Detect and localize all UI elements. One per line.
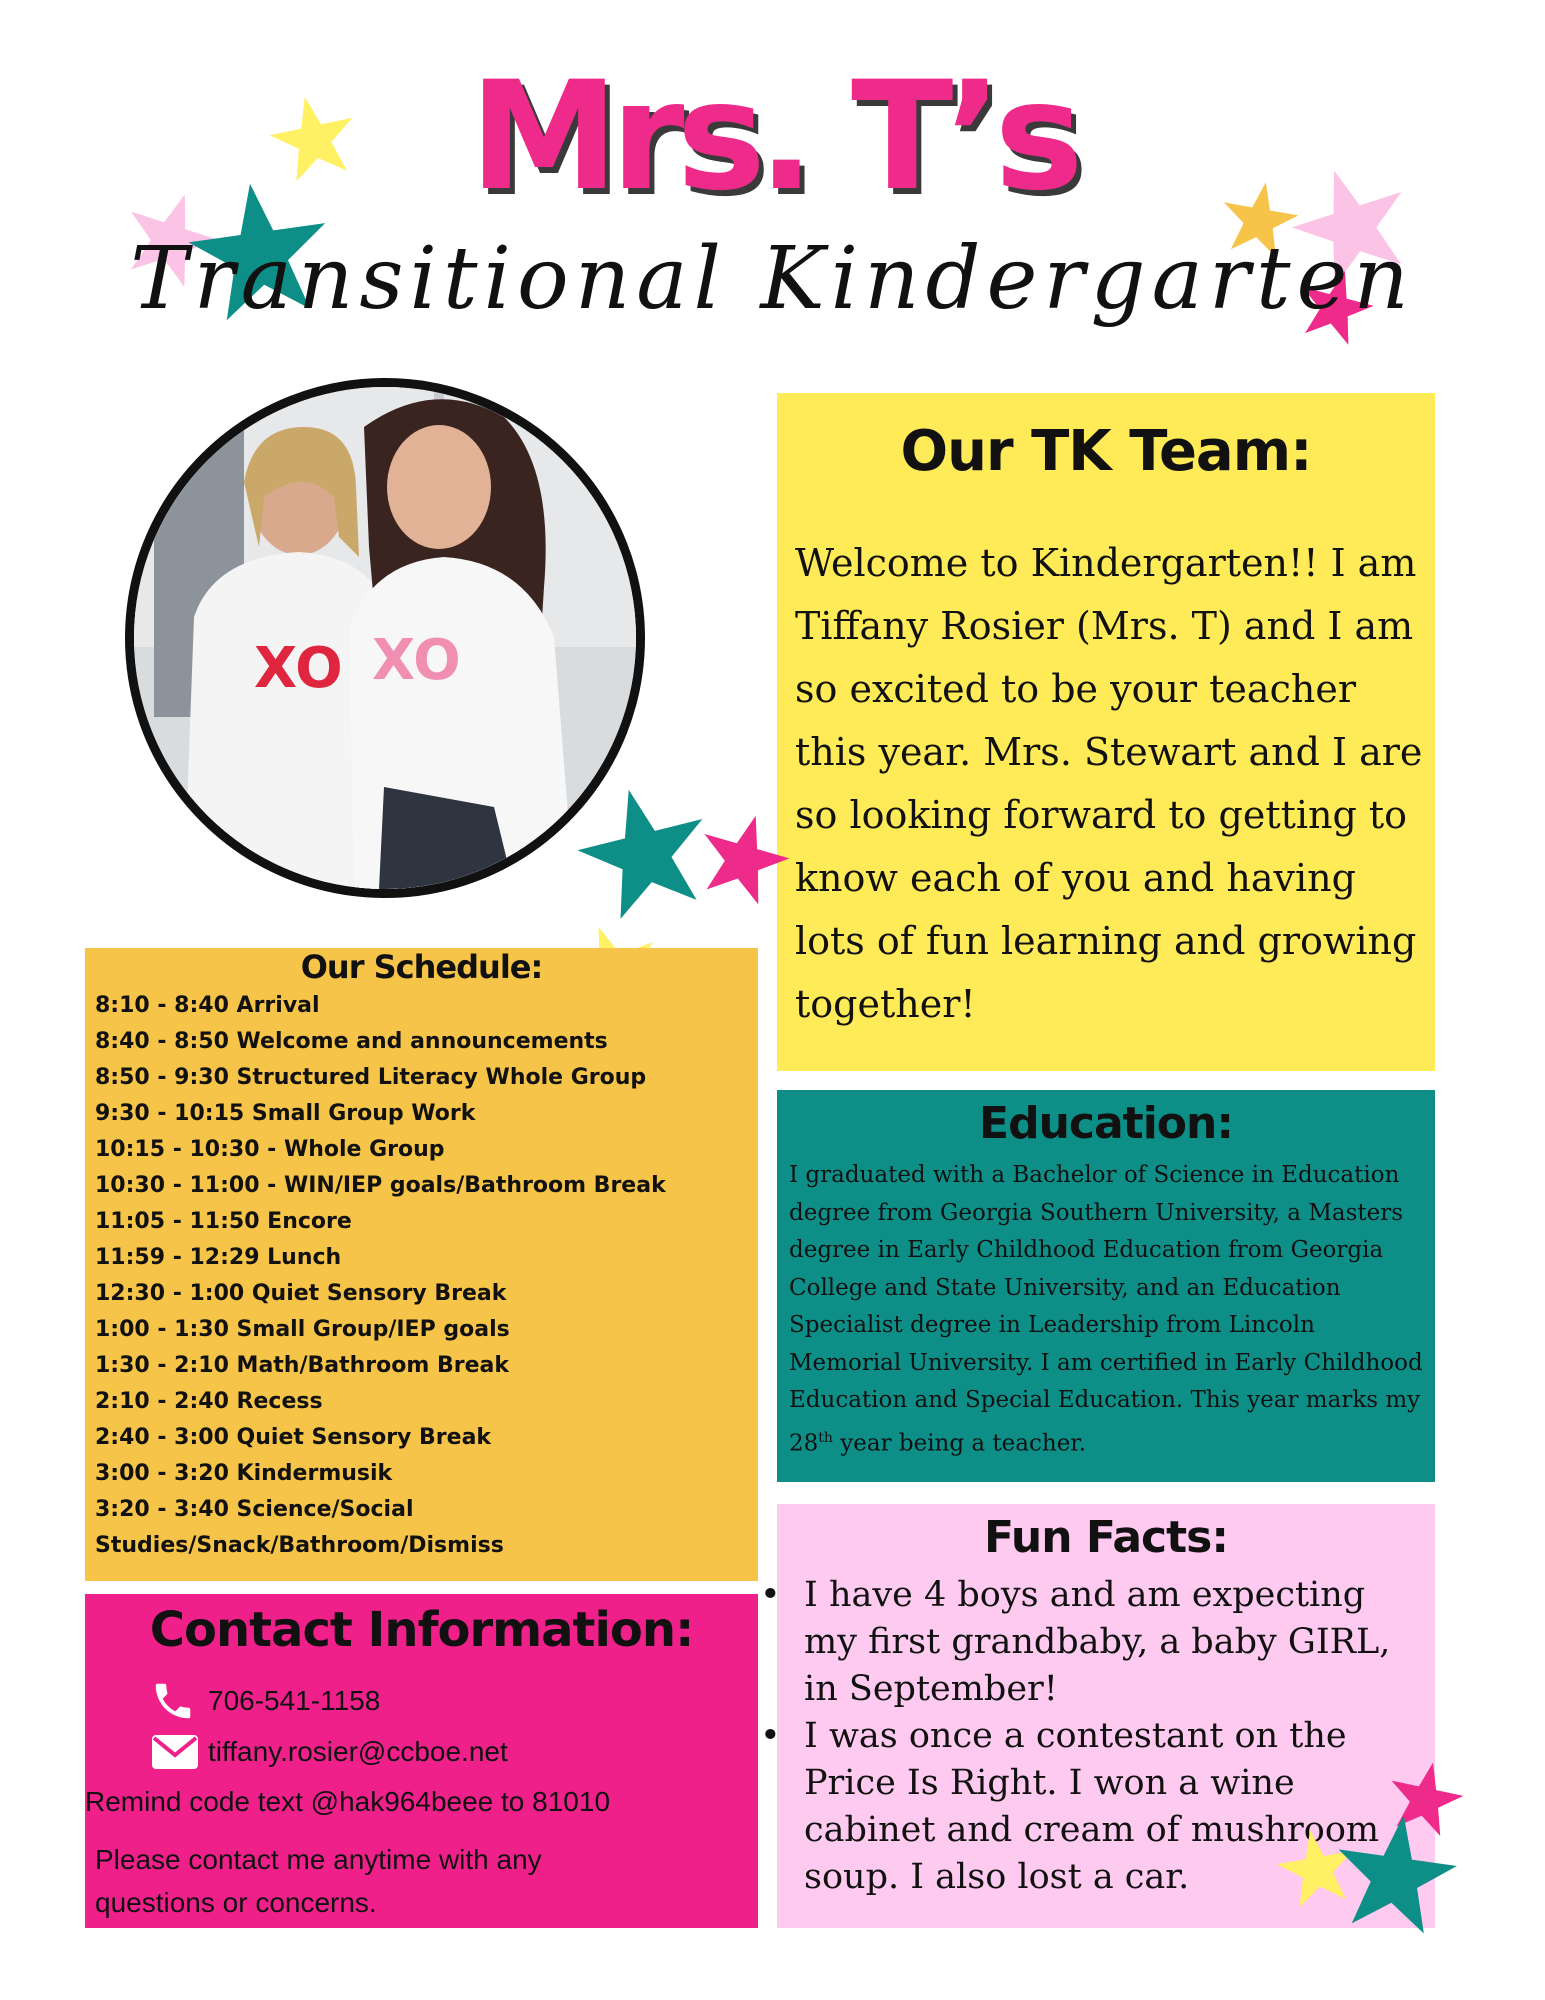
schedule-item: 1:30 - 2:10 Math/Bathroom Break xyxy=(95,1353,509,1378)
team-heading: Our TK Team: xyxy=(900,419,1312,484)
team-welcome-text: Welcome to Kindergarten!! I am Tiffany Rosier (Mrs. T) and I am so excited to be your teacher this year. Mrs. Stewart and I are so looking forward to getting to know each of you and having lots of fun learning and growing together! xyxy=(795,541,1423,1026)
schedule-item: 8:40 - 8:50 Welcome and announcements xyxy=(95,1029,608,1054)
schedule-item: 10:30 - 11:00 - WIN/IEP goals/Bathroom Break xyxy=(95,1173,666,1198)
schedule-item: 10:15 - 10:30 - Whole Group xyxy=(95,1137,445,1162)
phone-link[interactable]: 706-541-1158 xyxy=(208,1685,381,1716)
education-heading: Education: xyxy=(979,1098,1233,1149)
schedule-item: 2:10 - 2:40 Recess xyxy=(95,1389,323,1414)
schedule-item: 8:10 - 8:40 Arrival xyxy=(95,993,320,1018)
remind-code-text: Remind code text @hak964beee to 81010 xyxy=(85,1786,611,1817)
page-title: Mrs. T’s xyxy=(469,50,1076,224)
envelope-icon xyxy=(150,1729,208,1775)
schedule-item: 3:20 - 3:40 Science/Social Studies/Snack/Bathroom/Dismiss xyxy=(95,1497,504,1558)
fun-facts-heading: Fun Facts: xyxy=(984,1512,1228,1563)
education-text: I graduated with a Bachelor of Science in Education degree from Georgia Southern University, a Masters degree in Early Childhood Education from Georgia College and State University, and an Education Specialist degree in Leadership from Lincoln Memorial University. I am certified in Early Childhood Education and Special Education. This year marks my 28th year being a teacher. xyxy=(789,1162,1423,1457)
fun-fact-item: • I was once a contestant on the Price Is Right. I won a wine cabinet and cream of mushroom soup. I also lost a car. xyxy=(760,1713,1420,1901)
schedule-item: 9:30 - 10:15 Small Group Work xyxy=(95,1101,476,1126)
schedule-item: 11:59 - 12:29 Lunch xyxy=(95,1245,342,1270)
phone-row xyxy=(150,1678,380,1724)
teacher-photo xyxy=(125,378,645,898)
schedule-item: 2:40 - 3:00 Quiet Sensory Break xyxy=(95,1425,492,1450)
schedule-heading: Our Schedule: xyxy=(300,948,543,986)
star-icon xyxy=(1330,1812,1460,1942)
contact-note: Please contact me anytime with any questions or concerns. xyxy=(95,1844,542,1918)
phone-icon xyxy=(150,1678,208,1724)
schedule-item: 3:00 - 3:20 Kindermusik xyxy=(95,1461,393,1486)
star-icon xyxy=(695,812,791,908)
star-icon xyxy=(575,785,715,925)
email-row xyxy=(150,1729,508,1775)
contact-heading: Contact Information: xyxy=(149,1602,694,1658)
schedule-item: 8:50 - 9:30 Structured Literacy Whole Group xyxy=(95,1065,647,1090)
schedule-item: 1:00 - 1:30 Small Group/IEP goals xyxy=(95,1317,510,1342)
svg-text:XO: XO xyxy=(254,636,343,701)
fun-fact-item: • I have 4 boys and am expecting my first grandbaby, a baby GIRL, in September! xyxy=(760,1572,1420,1713)
schedule-item: 12:30 - 1:00 Quiet Sensory Break xyxy=(95,1281,507,1306)
schedule-list xyxy=(95,988,745,1564)
svg-text:XO: XO xyxy=(372,628,461,693)
page-subtitle: Transitional Kindergarten xyxy=(130,229,1415,329)
email-link[interactable]: tiffany.rosier@ccboe.net xyxy=(208,1736,508,1767)
schedule-item: 11:05 - 11:50 Encore xyxy=(95,1209,352,1234)
